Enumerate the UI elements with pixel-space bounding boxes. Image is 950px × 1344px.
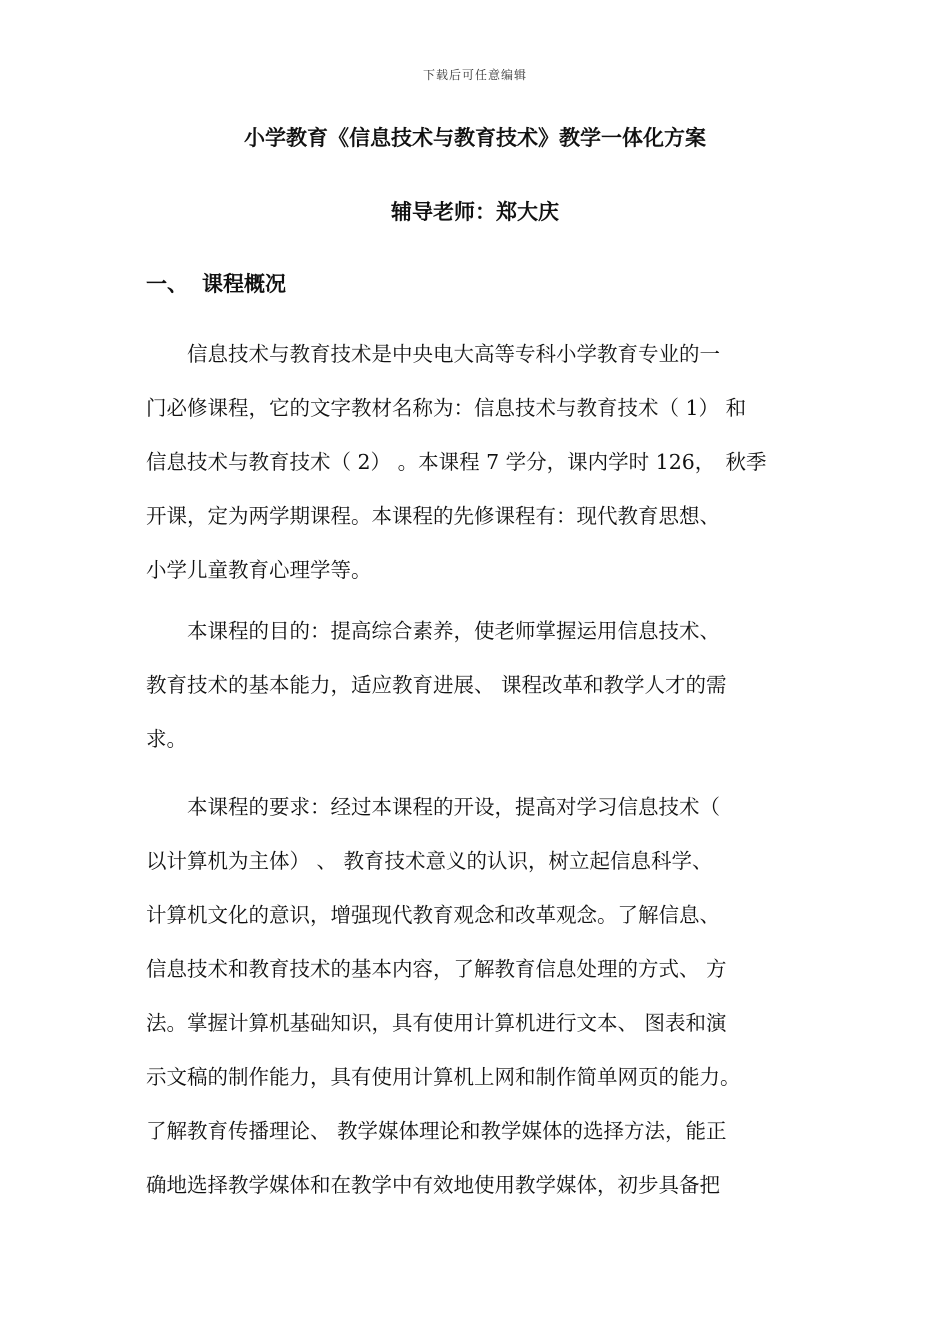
paragraph-line: 教育技术的基本能力，适应教育进展、 课程改革和教学人才的需: [146, 673, 727, 697]
paragraph-line: 门必修课程，它的文字教材名称为：信息技术与教育技术（ 1） 和: [146, 396, 747, 420]
paragraph-course-requirements: [146, 780, 806, 1212]
header-note: 下载后可任意编辑: [422, 68, 527, 82]
paragraph-line: 信息技术和教育技术的基本内容，了解教育信息处理的方式、 方: [146, 957, 727, 981]
paragraph-line: 以计算机为主体） 、 教育技术意义的认识，树立起信息科学、: [146, 849, 713, 873]
paragraph-line: 小学儿童教育心理学等。: [146, 558, 372, 582]
paragraph-line: 信息技术与教育技术是中央电大高等专科小学教育专业的一: [146, 342, 720, 366]
paragraph-course-purpose: [146, 604, 806, 766]
paragraph-line: 确地选择教学媒体和在教学中有效地使用教学媒体，初步具备把: [146, 1173, 720, 1197]
document-subtitle: 辅导老师：郑大庆: [391, 200, 559, 224]
paragraph-line: 了解教育传播理论、 教学媒体理论和教学媒体的选择方法，能正: [146, 1119, 727, 1143]
paragraph-line: 本课程的目的：提高综合素养，使老师掌握运用信息技术、: [146, 619, 720, 643]
paragraph-line: 本课程的要求：经过本课程的开设，提高对学习信息技术（: [146, 795, 720, 819]
paragraph-course-overview: [146, 327, 806, 597]
section-heading: [146, 268, 286, 298]
document-title: 小学教育《信息技术与教育技术》教学一体化方案: [244, 126, 706, 150]
paragraph-line: 信息技术与教育技术（ 2） 。本课程 7 学分，课内学时 126， 秋季: [146, 450, 767, 474]
paragraph-line: 求。: [146, 727, 187, 751]
paragraph-line: 示文稿的制作能力，具有使用计算机上网和制作简单网页的能力。: [146, 1065, 741, 1089]
paragraph-line: 法。掌握计算机基础知识，具有使用计算机进行文本、 图表和演: [146, 1011, 727, 1035]
section-title: 课程概况: [202, 272, 286, 296]
section-number: 一、: [146, 272, 188, 296]
paragraph-line: 计算机文化的意识，增强现代教育观念和改革观念。了解信息、: [146, 903, 720, 927]
paragraph-line: 开课，定为两学期课程。本课程的先修课程有：现代教育思想、: [146, 504, 720, 528]
